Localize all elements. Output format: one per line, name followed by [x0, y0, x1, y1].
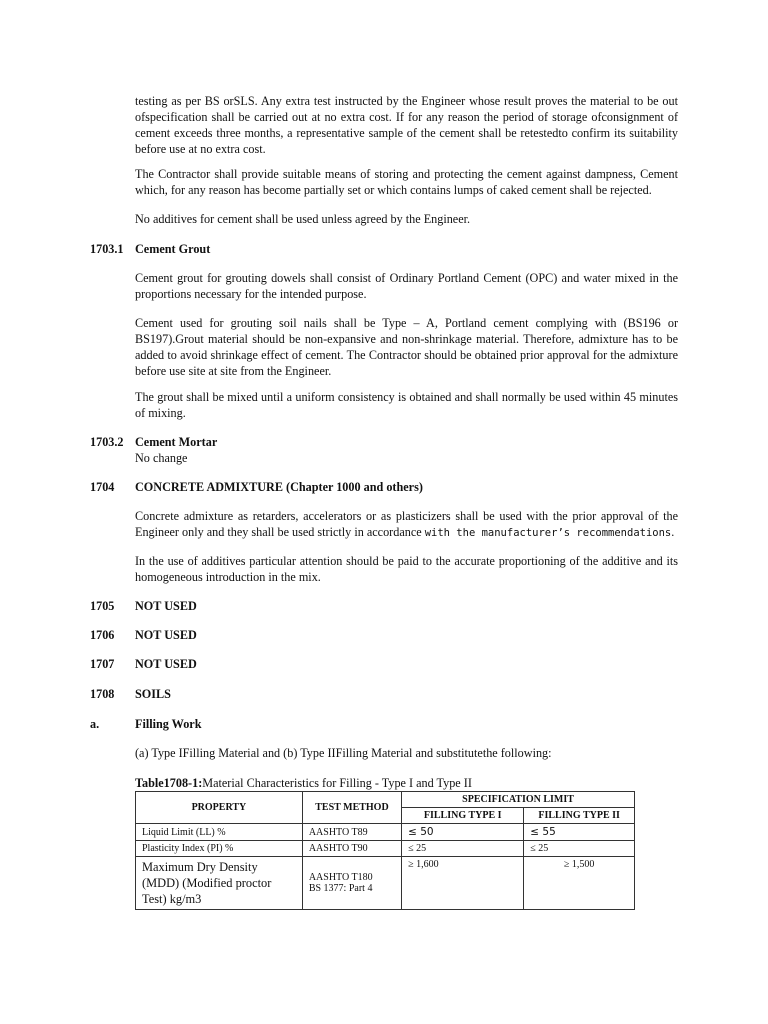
admixture-paragraph-1-text: Concrete admixture as retarders, accelerators or as plasticizers shall be used with the prior approval of the Engineer only and they shall be used strictly in accordance: [135, 509, 678, 539]
row-method-cell: [302, 857, 401, 910]
cement-grout-paragraph-2: Cement used for grouting soil nails shall be Type – A, Portland cement complying with (BS196 or BS197).Grout material should be non-expansive and non-shrinkage material. Therefore, admixture has to be added to avoid shrinkage effect of cement. The Contractor should be obtained prior approval for the admixture before use site at site from the Engineer.: [135, 316, 678, 378]
section-number-1703-2: 1703.2: [90, 435, 124, 449]
section-number-1704: 1704: [90, 480, 115, 494]
row-method: AASHTO T180: [308, 872, 373, 883]
row-type-1-limit: ≥ 1,600: [402, 857, 524, 910]
subsection-letter-a: a.: [90, 717, 100, 731]
table-caption-label: Table1708-1:: [135, 776, 203, 790]
admixture-paragraph-2: In the use of additives particular attention should be paid to the accurate proportioning of the additive and its homogeneous introduction in the mix.: [135, 554, 678, 584]
row-type-2-limit: ≤ 25: [524, 841, 635, 857]
section-number-1708: 1708: [90, 687, 115, 701]
intro-paragraph-1: testing as per BS orSLS. Any extra test instructed by the Engineer whose result proves the material to be out ofspecification shall be carried out at no extra cost. If for any reason the period of storage ofconsignment of cement exceeds three months, a representative sample of the cement shall be retestedto confirm its suitability before use at no extra cost.: [135, 94, 678, 156]
row-type-2-limit: ≥ 1,500: [524, 857, 635, 910]
section-number-1707: 1707: [90, 657, 115, 671]
cement-mortar-text: No change: [135, 451, 188, 465]
row-type-1-limit: ≤ 25: [402, 841, 524, 857]
material-characteristics-table: [135, 791, 635, 910]
section-number-1703-1: 1703.1: [90, 242, 124, 256]
section-title-concrete-admixture: CONCRETE ADMIXTURE (Chapter 1000 and others): [135, 480, 423, 494]
table-row: [136, 857, 635, 910]
section-title-cement-mortar: Cement Mortar: [135, 435, 218, 449]
row-method: AASHTO T89: [302, 824, 401, 841]
manufacturer-recommendations-text: with the manufacturer’s recommendations: [424, 527, 672, 539]
row-property: Maximum Dry Density (MDD) (Modified proctor Test) kg/m3: [136, 857, 303, 910]
admixture-paragraph-1: [135, 508, 678, 541]
row-type-2-limit: ≤ 55: [524, 824, 635, 841]
section-title-1707: NOT USED: [135, 657, 197, 671]
table-caption-text: Material Characteristics for Filling - Type I and Type II: [202, 776, 472, 790]
table-row: [136, 824, 635, 841]
table-row: [136, 841, 635, 857]
section-title-1706: NOT USED: [135, 628, 197, 642]
header-filling-type-1: FILLING TYPE I: [402, 808, 524, 824]
header-test-method: TEST METHOD: [302, 792, 401, 824]
intro-paragraph-3: No additives for cement shall be used unless agreed by the Engineer.: [135, 212, 471, 226]
section-number-1705: 1705: [90, 599, 115, 613]
header-specification-limit: SPECIFICATION LIMIT: [402, 792, 635, 808]
table-header-row: [136, 792, 635, 808]
cement-grout-paragraph-3: The grout shall be mixed until a uniform consistency is obtained and shall normally be used within 45 minutes of mixing.: [135, 390, 678, 420]
header-property: PROPERTY: [136, 792, 303, 824]
row-type-1-limit: ≤ 50: [402, 824, 524, 841]
section-title-1705: NOT USED: [135, 599, 197, 613]
row-property: Liquid Limit (LL) %: [136, 824, 303, 841]
section-number-1706: 1706: [90, 628, 115, 642]
table-caption: [135, 775, 472, 791]
admixture-paragraph-1-end: .: [671, 525, 675, 539]
row-property: Plasticity Index (PI) %: [136, 841, 303, 857]
section-title-cement-grout: Cement Grout: [135, 242, 211, 256]
section-title-soils: SOILS: [135, 687, 171, 701]
row-method: AASHTO T90: [302, 841, 401, 857]
intro-paragraph-2: The Contractor shall provide suitable means of storing and protecting the cement against dampness, Cement which, for any reason has become partially set or which contains lumps of caked cement shall be rejected.: [135, 167, 678, 197]
header-filling-type-2: FILLING TYPE II: [524, 808, 635, 824]
row-method-secondary: BS 1377: Part 4: [308, 883, 373, 894]
cement-grout-paragraph-1: Cement grout for grouting dowels shall consist of Ordinary Portland Cement (OPC) and water mixed in the proportions necessary for the intended purpose.: [135, 271, 678, 301]
filling-work-text: (a) Type IFilling Material and (b) Type IIFilling Material and substitutethe following:: [135, 746, 552, 760]
subsection-title-filling-work: Filling Work: [135, 717, 202, 731]
